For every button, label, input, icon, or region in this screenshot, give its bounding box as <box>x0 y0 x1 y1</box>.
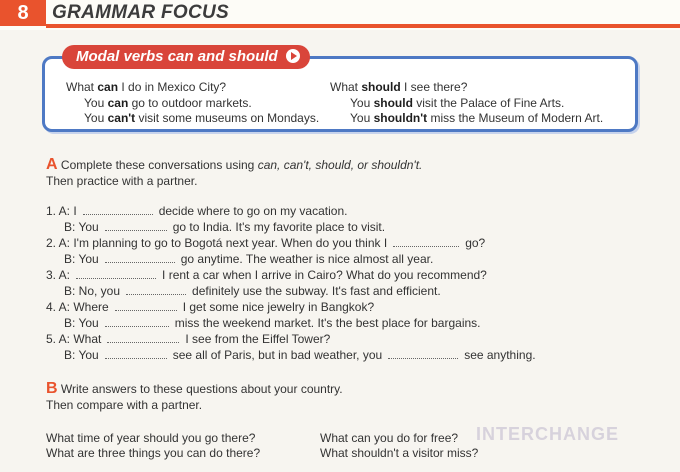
header-rule <box>46 24 680 28</box>
exercise-prefix: B: You <box>64 348 99 362</box>
task-a-instruction-line-2: Then practice with a partner. <box>46 174 198 188</box>
grammar-left-line-3: You can't visit some museums on Mondays. <box>84 111 320 125</box>
exercise-prefix: B: No, you <box>64 284 121 298</box>
answer-blank[interactable] <box>105 252 175 263</box>
exercise-text: I rent a car when I arrive in Cairo? What do you recommend? <box>162 268 487 282</box>
exercise-text: go to India. It's my favorite place to visit. <box>172 220 386 234</box>
task-b-letter: B <box>46 380 58 397</box>
exercise-prefix: 4. A: Where <box>46 300 109 314</box>
exercise-prefix: 2. A: I'm planning to go to Bogotá next year. When do you think I <box>46 236 388 250</box>
answer-blank[interactable] <box>107 332 179 343</box>
question-3: What are three things you can do there? <box>46 446 261 460</box>
answer-blank[interactable] <box>115 300 177 311</box>
exercise-line <box>46 300 374 314</box>
task-b-instruction-line-2: Then compare with a partner. <box>46 398 203 412</box>
answer-blank[interactable] <box>393 236 459 247</box>
exercise-line <box>64 284 441 298</box>
exercise-text: see anything. <box>464 348 536 362</box>
exercise-prefix: B: You <box>64 316 99 330</box>
section-header <box>0 0 680 30</box>
section-number: 8 <box>0 0 46 26</box>
exercise-text: decide where to go on my vacation. <box>158 204 348 218</box>
exercise-line <box>46 204 347 218</box>
grammar-left-line-2: You can go to outdoor markets. <box>84 96 252 110</box>
background-bleed-heading: INTERCHANGE <box>476 424 620 444</box>
exercise-line <box>46 268 487 282</box>
exercise-text: see all of Paris, but in bad weather, you <box>172 348 383 362</box>
question-1: What time of year should you go there? <box>46 431 256 445</box>
grammar-right-line-1: What should I see there? <box>330 80 468 94</box>
section-title: GRAMMAR FOCUS <box>52 2 229 23</box>
exercise-prefix: 1. A: I <box>46 204 77 218</box>
exercise-prefix: 5. A: What <box>46 332 102 346</box>
audio-play-icon[interactable] <box>286 49 300 63</box>
answer-blank[interactable] <box>105 316 169 327</box>
exercise-line <box>64 348 536 362</box>
exercise-line <box>46 236 485 250</box>
exercise-line <box>64 316 481 330</box>
answer-blank[interactable] <box>388 348 458 359</box>
grammar-box-title <box>62 45 310 69</box>
grammar-right-line-2: You should visit the Palace of Fine Arts. <box>350 96 565 110</box>
exercise-text: I see from the Eiffel Tower? <box>185 332 331 346</box>
question-2: What can you do for free? <box>320 431 459 445</box>
task-b-instruction: B Write answers to these questions about your country. <box>46 380 343 397</box>
answer-blank[interactable] <box>83 204 153 215</box>
exercise-text: miss the weekend market. It's the best place for bargains. <box>174 316 481 330</box>
exercise-text: definitely use the subway. It's fast and efficient. <box>192 284 441 298</box>
exercise-text: I get some nice jewelry in Bangkok? <box>182 300 375 314</box>
exercise-prefix: B: You <box>64 220 99 234</box>
task-a-letter: A <box>46 156 58 173</box>
exercise-line <box>46 332 330 346</box>
exercise-line <box>64 252 433 266</box>
grammar-right-line-3: You shouldn't miss the Museum of Modern Art. <box>350 111 604 125</box>
exercise-text: go anytime. The weather is nice almost all year. <box>180 252 434 266</box>
task-a-instruction: A Complete these conversations using can, can't, should, or shouldn't. <box>46 156 423 173</box>
grammar-box-title-text: Modal verbs can and should <box>76 48 278 65</box>
grammar-left-line-1: What can I do in Mexico City? <box>66 80 227 94</box>
exercise-prefix: 3. A: <box>46 268 71 282</box>
exercise-text: go? <box>465 236 486 250</box>
exercise-line <box>64 220 385 234</box>
answer-blank[interactable] <box>105 220 167 231</box>
exercise-prefix: B: You <box>64 252 99 266</box>
answer-blank[interactable] <box>76 268 156 279</box>
question-4: What shouldn't a visitor miss? <box>320 446 479 460</box>
answer-blank[interactable] <box>105 348 167 359</box>
answer-blank[interactable] <box>126 284 186 295</box>
